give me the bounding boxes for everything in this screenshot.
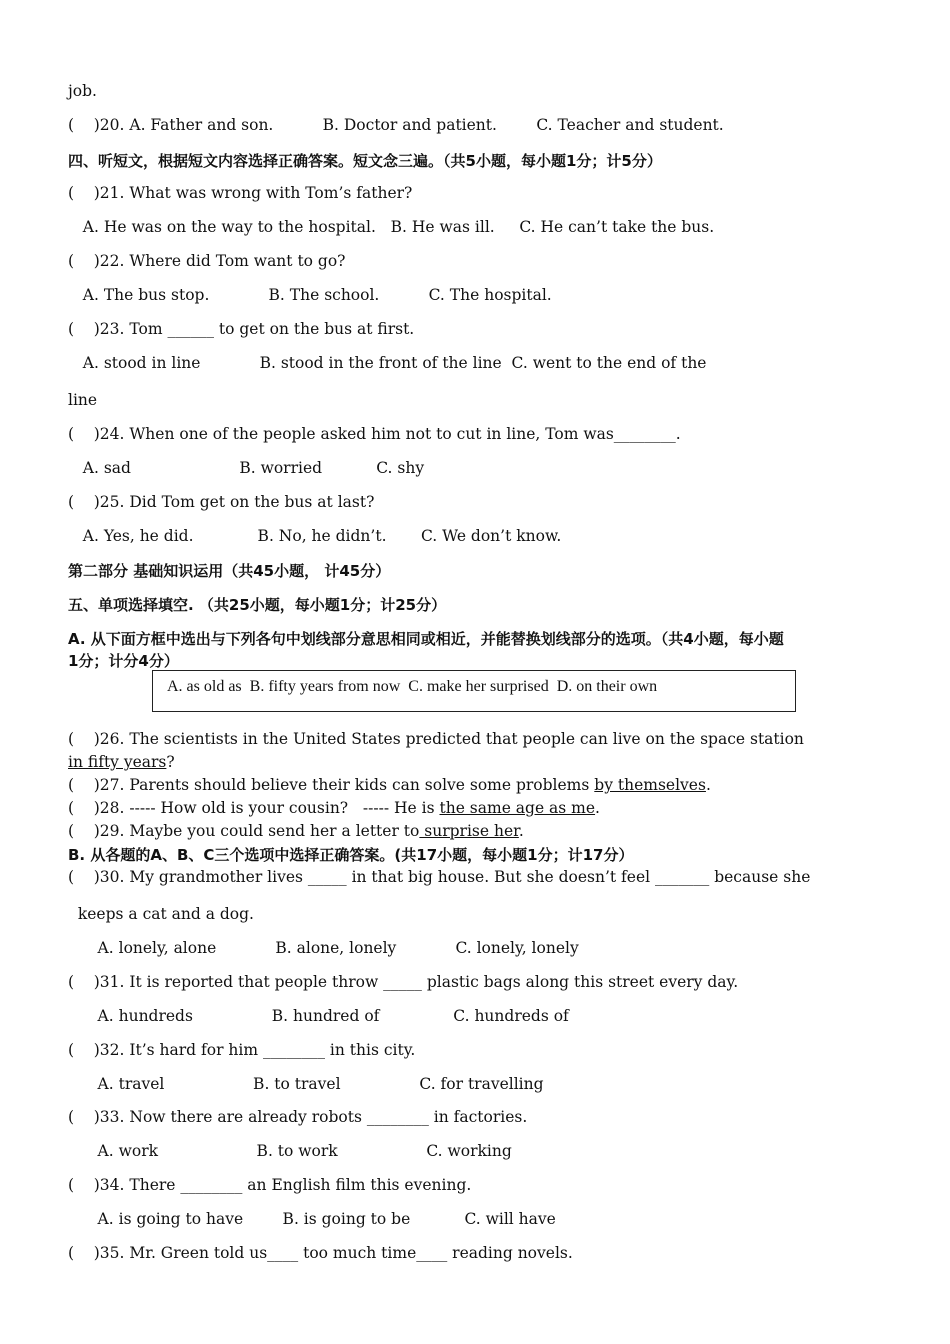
- text-fragment: ?: [166, 753, 175, 771]
- text-fragment: ( )29. Maybe you could send her a letter to: [68, 822, 420, 840]
- question-22: ( )22. Where did Tom want to go?: [68, 252, 346, 270]
- question-27: [68, 776, 711, 794]
- subsection-heading: B. 从各题的A、B、C三个选项中选择正确答案。(共17小题，每小题1分；计17分）: [68, 846, 634, 864]
- word-box: [152, 670, 796, 712]
- word-box-text: A. as old as B. fifty years from now C. make her surprised D. on their own: [167, 678, 658, 695]
- question-24: ( )24. When one of the people asked him not to cut in line, Tom was________.: [68, 425, 681, 443]
- underlined-phrase: in fifty years: [68, 753, 167, 771]
- text-fragment: .: [705, 776, 711, 794]
- question-26: ( )26. The scientists in the United States predicted that people can live on the space station: [68, 730, 804, 748]
- section-heading: 五、单项选择填空. （共25小题，每小题1分；计25分）: [68, 596, 447, 614]
- question-32: ( )32. It’s hard for him ________ in this city.: [68, 1041, 416, 1059]
- question-23: ( )23. Tom ______ to get on the bus at first.: [68, 320, 415, 338]
- options-23-cont: line: [68, 391, 98, 409]
- question-35: ( )35. Mr. Green told us____ too much time____ reading novels.: [68, 1244, 573, 1262]
- options-34: A. is going to have B. is going to be C. will have: [68, 1210, 556, 1228]
- question-25: ( )25. Did Tom get on the bus at last?: [68, 493, 375, 511]
- question-30-cont: keeps a cat and a dog.: [68, 905, 254, 923]
- subsection-heading-cont: 1分；计分4分）: [68, 652, 179, 670]
- text-fragment: .: [518, 822, 524, 840]
- question-34: ( )34. There ________ an English film this evening.: [68, 1176, 472, 1194]
- text-line: job.: [68, 82, 97, 100]
- text-fragment: ( )28. ----- How old is your cousin? ----- He is: [68, 799, 440, 817]
- question-29: [68, 822, 524, 840]
- section-heading: 四、听短文，根据短文内容选择正确答案。短文念三遍。（共5小题，每小题1分；计5分）: [68, 152, 662, 170]
- options-33: A. work B. to work C. working: [68, 1142, 512, 1160]
- underlined-phrase: surprise her: [419, 822, 519, 840]
- options-25: A. Yes, he did. B. No, he didn’t. C. We don’t know.: [68, 527, 562, 545]
- question-20: ( )20. A. Father and son. B. Doctor and patient. C. Teacher and student.: [68, 116, 724, 134]
- text-fragment: ( )27. Parents should believe their kids can solve some problems: [68, 776, 595, 794]
- options-21: A. He was on the way to the hospital. B. He was ill. C. He can’t take the bus.: [68, 218, 715, 236]
- question-21: ( )21. What was wrong with Tom’s father?: [68, 184, 413, 202]
- options-31: A. hundreds B. hundred of C. hundreds of: [68, 1007, 569, 1025]
- question-33: ( )33. Now there are already robots ________ in factories.: [68, 1108, 528, 1126]
- options-22: A. The bus stop. B. The school. C. The hospital.: [68, 286, 552, 304]
- options-24: A. sad B. worried C. shy: [68, 459, 425, 477]
- options-23: A. stood in line B. stood in the front of the line C. went to the end of the: [68, 354, 707, 372]
- question-26-cont: [68, 753, 175, 771]
- underlined-phrase: by themselves: [594, 776, 706, 794]
- question-28: [68, 799, 600, 817]
- question-30: ( )30. My grandmother lives _____ in that big house. But she doesn’t feel _______ because she: [68, 868, 811, 886]
- options-30: A. lonely, alone B. alone, lonely C. lonely, lonely: [68, 939, 579, 957]
- question-31: ( )31. It is reported that people throw _____ plastic bags along this street every day.: [68, 973, 739, 991]
- text-fragment: .: [595, 799, 600, 817]
- part-heading: 第二部分 基础知识运用（共45小题， 计45分）: [68, 562, 391, 580]
- underlined-phrase: the same age as me: [439, 799, 596, 817]
- subsection-heading: A. 从下面方框中选出与下列各句中划线部分意思相同或相近，并能替换划线部分的选项。（共4小题，每小题: [68, 630, 784, 648]
- options-32: A. travel B. to travel C. for travelling: [68, 1075, 544, 1093]
